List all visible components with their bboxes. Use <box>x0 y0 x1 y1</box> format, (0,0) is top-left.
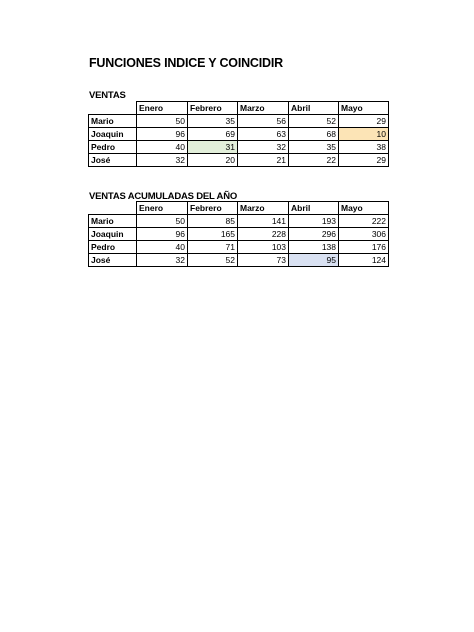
section-title-ventas-acumuladas: VENTAS ACUMULADAS DEL AÑO <box>89 191 238 202</box>
ventas-acumuladas-table <box>88 201 389 267</box>
table-cell[interactable]: 103 <box>238 241 289 254</box>
table-cell[interactable]: 193 <box>289 215 339 228</box>
table-cell[interactable]: 68 <box>289 128 339 141</box>
row-label[interactable]: Pedro <box>89 241 137 254</box>
column-header[interactable]: Marzo <box>238 102 289 115</box>
table-header-row <box>89 102 389 115</box>
table-header-row <box>89 202 389 215</box>
table-cell[interactable]: 63 <box>238 128 289 141</box>
column-header[interactable]: Abril <box>289 202 339 215</box>
highlighted-cell-green[interactable]: 31 <box>188 141 238 154</box>
row-label[interactable]: Mario <box>89 115 137 128</box>
table-cell[interactable]: 52 <box>289 115 339 128</box>
row-label[interactable]: Joaquin <box>89 128 137 141</box>
table-cell[interactable]: 38 <box>339 141 389 154</box>
ventas-table <box>88 101 389 167</box>
table-row <box>89 228 389 241</box>
table-cell[interactable]: 35 <box>289 141 339 154</box>
column-header[interactable]: Mayo <box>339 202 389 215</box>
table-cell[interactable]: 40 <box>137 241 188 254</box>
table-row <box>89 241 389 254</box>
table-row <box>89 215 389 228</box>
table-row <box>89 141 389 154</box>
highlighted-cell-blue[interactable]: 95 <box>289 254 339 267</box>
table-row <box>89 254 389 267</box>
table-cell[interactable]: 96 <box>137 128 188 141</box>
table-cell[interactable]: 32 <box>137 254 188 267</box>
table-cell[interactable]: 141 <box>238 215 289 228</box>
table-cell[interactable]: 40 <box>137 141 188 154</box>
table-cell[interactable]: 20 <box>188 154 238 167</box>
table-cell[interactable]: 165 <box>188 228 238 241</box>
table-cell[interactable]: 222 <box>339 215 389 228</box>
table-cell[interactable]: 32 <box>137 154 188 167</box>
table-cell[interactable]: 21 <box>238 154 289 167</box>
table-cell[interactable]: 306 <box>339 228 389 241</box>
table-cell[interactable]: 138 <box>289 241 339 254</box>
table-cell[interactable]: 96 <box>137 228 188 241</box>
page-title: FUNCIONES INDICE Y COINCIDIR <box>89 56 283 70</box>
column-header[interactable]: Enero <box>137 102 188 115</box>
table-cell[interactable]: 35 <box>188 115 238 128</box>
table-cell[interactable]: 29 <box>339 115 389 128</box>
column-header[interactable]: Mayo <box>339 102 389 115</box>
table-cell[interactable]: 56 <box>238 115 289 128</box>
column-header[interactable]: Enero <box>137 202 188 215</box>
column-header[interactable]: Abril <box>289 102 339 115</box>
table-cell[interactable]: 85 <box>188 215 238 228</box>
table-row <box>89 115 389 128</box>
table-row <box>89 154 389 167</box>
table-row <box>89 128 389 141</box>
table-cell[interactable]: 32 <box>238 141 289 154</box>
table-cell[interactable]: 69 <box>188 128 238 141</box>
highlighted-cell-orange[interactable]: 10 <box>339 128 389 141</box>
table-cell[interactable]: 228 <box>238 228 289 241</box>
table-cell[interactable]: 71 <box>188 241 238 254</box>
table-cell[interactable]: 52 <box>188 254 238 267</box>
column-header[interactable]: Febrero <box>188 202 238 215</box>
corner-cell <box>89 102 137 115</box>
column-header[interactable]: Marzo <box>238 202 289 215</box>
section-title-ventas: VENTAS <box>89 90 126 101</box>
row-label[interactable]: José <box>89 154 137 167</box>
table-cell[interactable]: 22 <box>289 154 339 167</box>
table-cell[interactable]: 50 <box>137 115 188 128</box>
table-cell[interactable]: 73 <box>238 254 289 267</box>
table-cell[interactable]: 176 <box>339 241 389 254</box>
row-label[interactable]: Mario <box>89 215 137 228</box>
corner-cell <box>89 202 137 215</box>
table-cell[interactable]: 296 <box>289 228 339 241</box>
table-cell[interactable]: 124 <box>339 254 389 267</box>
row-label[interactable]: Joaquin <box>89 228 137 241</box>
table-cell[interactable]: 50 <box>137 215 188 228</box>
row-label[interactable]: José <box>89 254 137 267</box>
table-cell[interactable]: 29 <box>339 154 389 167</box>
row-label[interactable]: Pedro <box>89 141 137 154</box>
column-header[interactable]: Febrero <box>188 102 238 115</box>
